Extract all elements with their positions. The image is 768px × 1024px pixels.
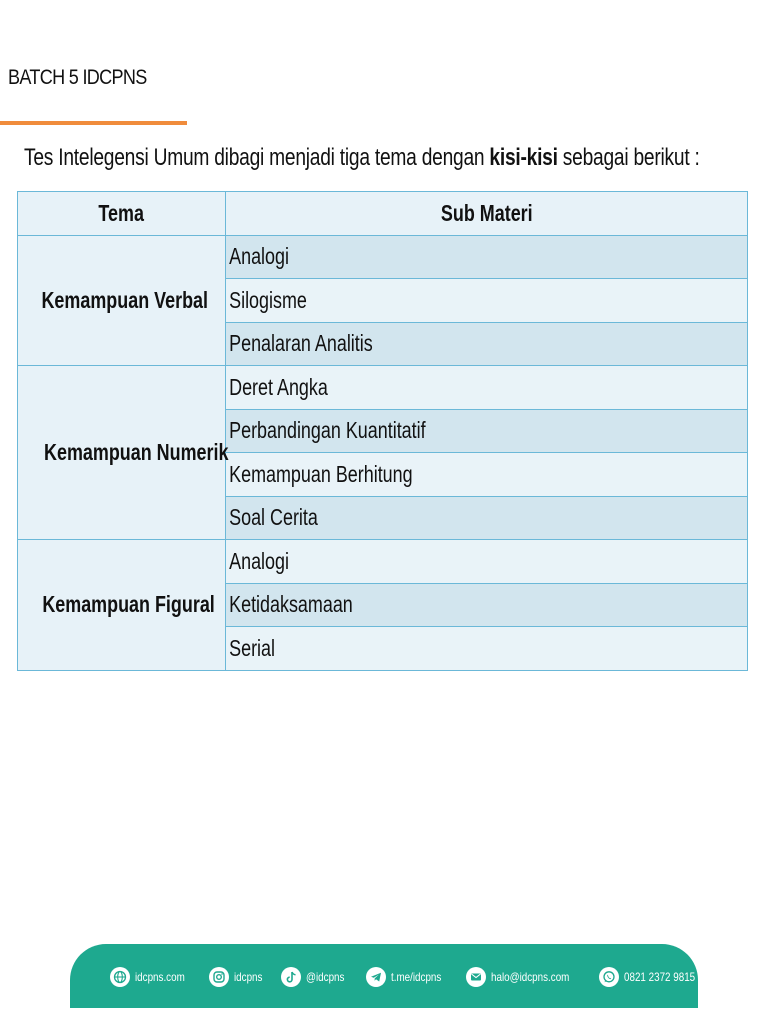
footer-contacts — [110, 962, 711, 992]
footer-instagram-text: idcpns — [233, 970, 263, 984]
footer-whatsapp[interactable] — [599, 967, 711, 987]
header-sub-materi: Sub Materi — [226, 192, 748, 236]
sub-materi-cell: Analogi — [226, 540, 748, 584]
footer-email-text: halo@idcpns.com — [490, 970, 569, 984]
globe-icon — [110, 967, 130, 987]
tema-cell-numerik: Kemampuan Numerik — [18, 366, 226, 540]
title-underline — [0, 121, 187, 125]
sub-materi-cell: Ketidaksamaan — [226, 583, 748, 627]
footer-whatsapp-text: 0821 2372 9815 — [624, 970, 696, 984]
intro-text — [24, 144, 700, 172]
table-row — [18, 235, 748, 279]
footer-tiktok-text: @idcpns — [306, 970, 345, 984]
sub-materi-cell: Analogi — [226, 235, 748, 279]
kisi-kisi-table — [17, 191, 748, 671]
footer-email[interactable] — [466, 967, 587, 987]
table-row — [18, 540, 748, 584]
whatsapp-icon — [599, 967, 619, 987]
intro-text-after: sebagai berikut : — [557, 144, 700, 171]
footer-website-text: idcpns.com — [135, 970, 185, 984]
tiktok-icon — [281, 967, 301, 987]
footer-website[interactable] — [110, 967, 196, 987]
footer-telegram-text: t.me/idcpns — [391, 970, 442, 984]
sub-materi-cell: Soal Cerita — [226, 496, 748, 540]
instagram-icon — [209, 967, 229, 987]
header-tema: Tema — [18, 192, 226, 236]
table-header-row — [18, 192, 748, 236]
footer-tiktok[interactable] — [281, 967, 353, 987]
email-icon — [466, 967, 486, 987]
footer-instagram[interactable] — [209, 967, 269, 987]
intro-text-bold: kisi-kisi — [489, 144, 558, 171]
telegram-icon — [366, 967, 386, 987]
table-row — [18, 366, 748, 410]
footer-telegram[interactable] — [366, 967, 452, 987]
sub-materi-cell: Serial — [226, 627, 748, 671]
sub-materi-cell: Kemampuan Berhitung — [226, 453, 748, 497]
sub-materi-cell: Deret Angka — [226, 366, 748, 410]
page-title: BATCH 5 IDCPNS — [8, 66, 147, 89]
tema-cell-verbal: Kemampuan Verbal — [18, 235, 226, 366]
sub-materi-cell: Silogisme — [226, 279, 748, 323]
sub-materi-cell: Penalaran Analitis — [226, 322, 748, 366]
intro-text-before: Tes Intelegensi Umum dibagi menjadi tiga tema dengan — [24, 144, 490, 171]
tema-cell-figural: Kemampuan Figural — [18, 540, 226, 671]
sub-materi-cell: Perbandingan Kuantitatif — [226, 409, 748, 453]
